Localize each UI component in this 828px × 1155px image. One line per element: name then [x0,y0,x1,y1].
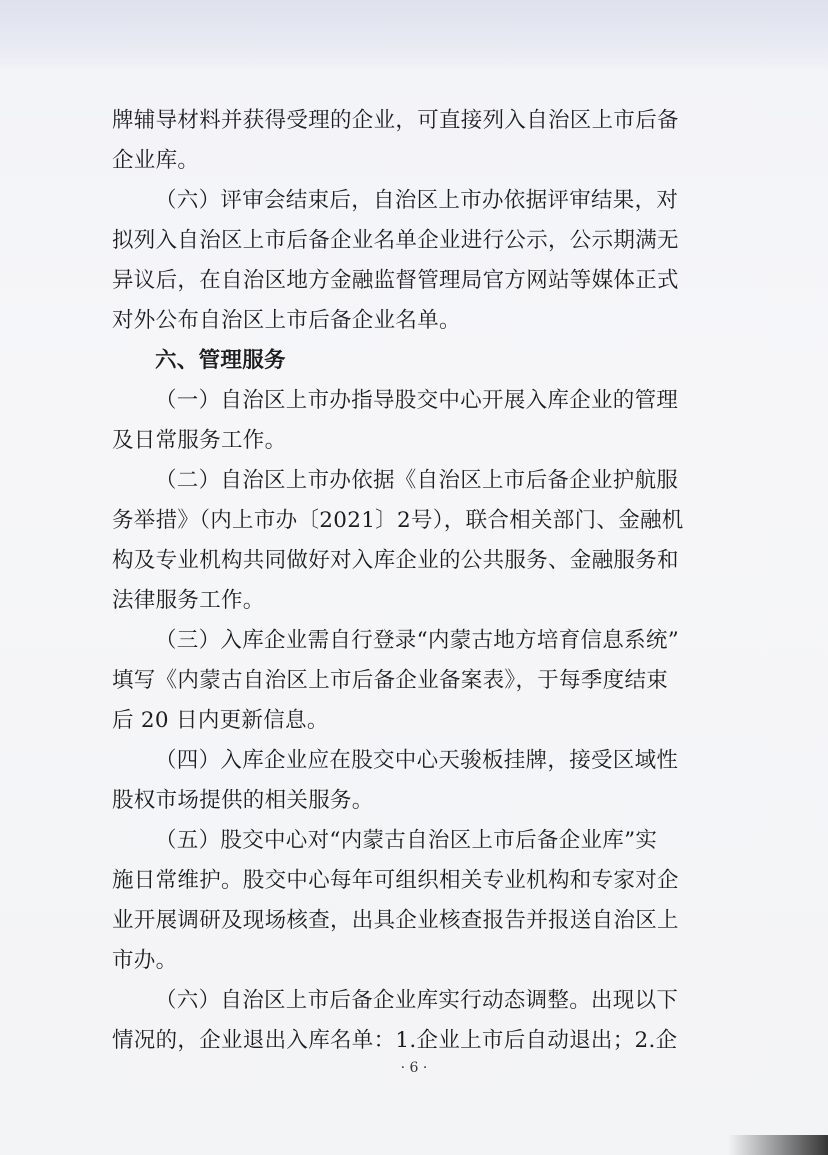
text-line: 施日常维护。股交中心每年可组织相关专业机构和专家对企 [112,868,679,893]
text-line: 异议后，在自治区地方金融监督管理局官方网站等媒体正式 [112,268,679,293]
text-line: 股权市场提供的相关服务。 [112,788,374,813]
text-line: （二）自治区上市办依据《自治区上市后备企业护航服 [155,468,679,493]
text-line: 法律服务工作。 [112,588,265,613]
text-line: 情况的，企业退出入库名单：1.企业上市后自动退出；2.企 [112,1028,678,1053]
text-line: 对外公布自治区上市后备企业名单。 [112,308,461,333]
text-line: 及日常服务工作。 [112,428,287,453]
text-line: 务举措》（内上市办〔2021〕2号），联合相关部门、金融机 [112,508,684,533]
text-line: 市办。 [112,948,178,973]
text-line: （一）自治区上市办指导股交中心开展入库企业的管理 [155,388,679,413]
text-line: （五）股交中心对“内蒙古自治区上市后备企业库”实 [155,828,658,853]
text-line: 填写《内蒙古自治区上市后备企业备案表》，于每季度结束 [112,668,669,693]
page-number: · 6 · [400,1060,428,1076]
text-line: 企业库。 [112,148,200,173]
text-line: 拟列入自治区上市后备企业名单企业进行公示，公示期满无 [112,228,679,253]
text-line: （六）自治区上市后备企业库实行动态调整。出现以下 [155,988,679,1013]
text-line: （四）入库企业应在股交中心天骏板挂牌，接受区域性 [155,748,679,773]
text-line: 业开展调研及现场核查，出具企业核查报告并报送自治区上 [112,908,679,933]
text-line: （六）评审会结束后，自治区上市办依据评审结果，对 [155,188,679,213]
body-text [112,101,702,1061]
scan-top-shading [0,0,828,70]
text-line: 牌辅导材料并获得受理的企业，可直接列入自治区上市后备 [112,108,679,133]
text-line: （三）入库企业需自行登录“内蒙古地方培育信息系统” [155,628,679,653]
text-line: 后 20 日内更新信息。 [112,708,329,733]
scan-corner-shadow [728,1135,828,1155]
text-line: 构及专业机构共同做好对入库企业的公共服务、金融服务和 [112,548,679,573]
section-heading: 六、管理服务 [155,348,286,373]
